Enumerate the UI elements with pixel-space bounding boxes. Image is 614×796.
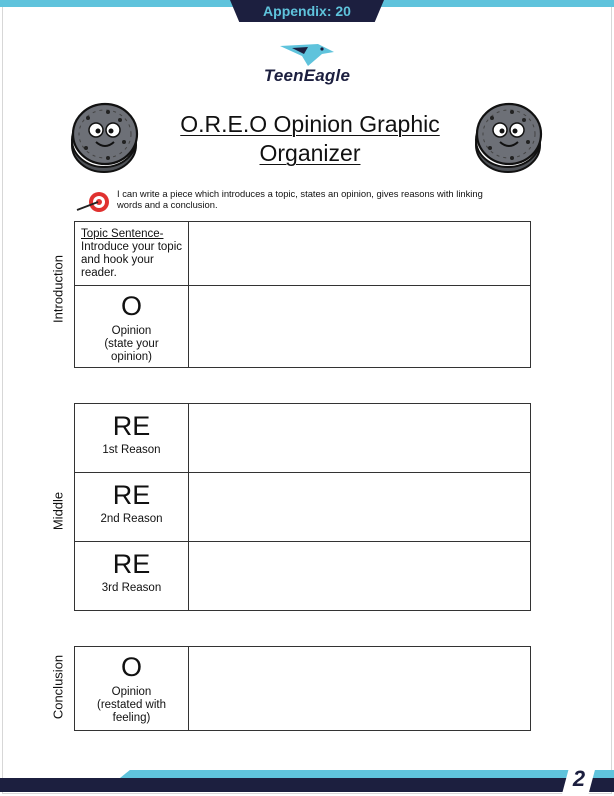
- appendix-label: Appendix: 20: [263, 3, 351, 19]
- topic-sentence-writing-area[interactable]: [189, 222, 530, 285]
- conclusion-caption-2: (restated with: [96, 699, 167, 711]
- opinion-caption-1: Opinion: [111, 325, 152, 337]
- reason-3-writing-area[interactable]: [189, 542, 530, 610]
- reason-3-caption: 3rd Reason: [101, 582, 162, 594]
- topic-sentence-heading: Topic Sentence-: [81, 228, 164, 240]
- table-row: [75, 647, 530, 730]
- section-label-introduction: Introduction: [50, 255, 66, 323]
- reason-2-caption: 2nd Reason: [100, 513, 163, 525]
- conclusion-table: [74, 646, 531, 731]
- opinion-writing-area[interactable]: [189, 286, 530, 367]
- conclusion-caption-3: feeling): [112, 712, 151, 724]
- section-label-middle: Middle: [50, 491, 66, 531]
- conclusion-caption-1: Opinion: [111, 686, 152, 698]
- conclusion-label-cell: [75, 647, 189, 730]
- opinion-caption-3: opinion): [111, 351, 152, 363]
- reason-2-writing-area[interactable]: [189, 473, 530, 541]
- opinion-letter: O: [120, 291, 142, 321]
- table-row: [75, 404, 530, 473]
- topic-sentence-label-cell: [75, 222, 189, 285]
- conclusion-letter: O: [120, 652, 142, 682]
- reason-1-letters: RE: [112, 411, 151, 441]
- brand-name: TeenEagle: [263, 66, 351, 85]
- reason-1-writing-area[interactable]: [189, 404, 530, 472]
- opinion-caption-2: (state your: [104, 338, 159, 350]
- page-number: 2: [572, 766, 586, 791]
- footer-bar: [0, 778, 614, 792]
- title-line-2: Organizer: [259, 140, 361, 166]
- opinion-label-cell: [75, 286, 189, 367]
- reason-1-caption: 1st Reason: [102, 444, 161, 456]
- eagle-head-icon: [278, 42, 336, 68]
- topic-sentence-instructions: Introduce your topic and hook your reader.: [81, 241, 183, 279]
- reason-2-letters: RE: [112, 480, 151, 510]
- table-row: [75, 473, 530, 542]
- table-row: [75, 222, 530, 286]
- middle-table: [74, 403, 531, 611]
- learning-objective: I can write a piece which introduces a topic, states an opinion, gives reasons with linking words and a conclusion.: [117, 188, 483, 210]
- reason-1-label-cell: [75, 404, 189, 472]
- table-row: [75, 286, 530, 367]
- section-label-conclusion: Conclusion: [50, 654, 66, 720]
- table-row: [75, 542, 530, 610]
- reason-2-label-cell: [75, 473, 189, 541]
- oreo-cookie-icon: [68, 98, 140, 176]
- page-title: [150, 110, 470, 168]
- reason-3-label-cell: [75, 542, 189, 610]
- introduction-table: [74, 221, 531, 368]
- oreo-cookie-icon: [472, 98, 544, 176]
- title-line-1: O.R.E.O Opinion Graphic: [180, 111, 440, 137]
- target-arrow-icon: [75, 190, 113, 214]
- conclusion-writing-area[interactable]: [189, 647, 530, 730]
- footer-stripe: [120, 770, 614, 778]
- reason-3-letters: RE: [112, 549, 151, 579]
